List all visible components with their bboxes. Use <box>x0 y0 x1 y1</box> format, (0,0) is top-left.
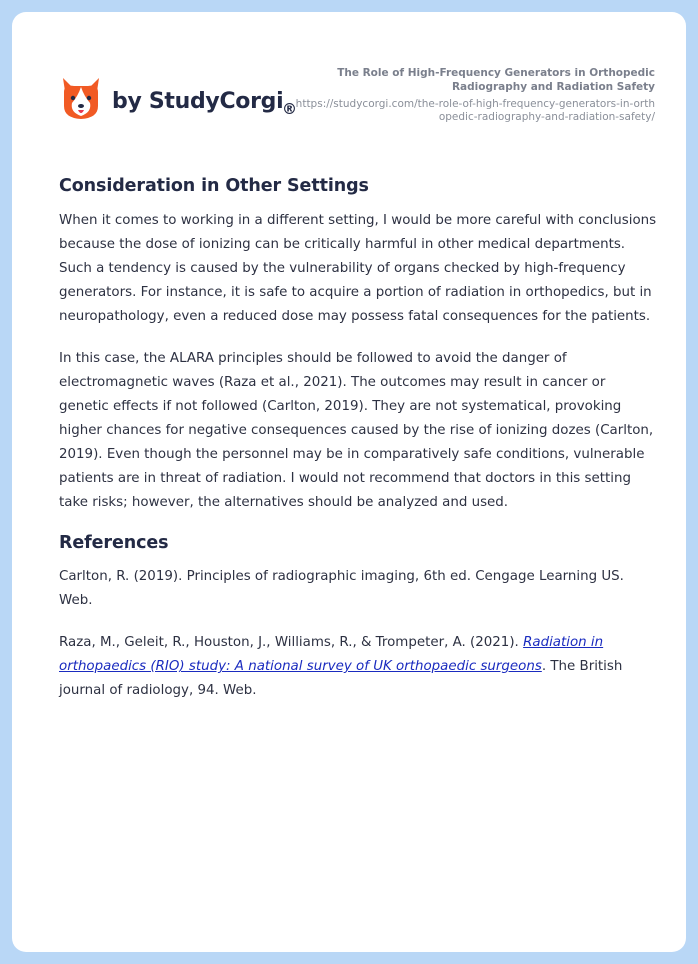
page-header <box>12 12 686 152</box>
reference-item: Carlton, R. (2019). Principles of radiographic imaging, 6th ed. Cengage Learning US. Web. <box>59 569 624 608</box>
corgi-logo-icon <box>60 76 102 122</box>
reference-item <box>59 631 659 703</box>
reference-link[interactable]: Radiation in orthopaedics (RIO) study: A national survey of UK orthopaedic surgeons <box>59 635 604 674</box>
registered-mark: ® <box>282 100 297 118</box>
section-heading: Consideration in Other Settings <box>59 176 369 196</box>
brand-name: by StudyCorgi <box>112 88 284 114</box>
document-meta <box>295 66 655 124</box>
document-url[interactable]: https://studycorgi.com/the-role-of-high-frequency-generators-in-orthopedic-radiography-and-radiation-safety/ <box>295 98 655 123</box>
reference-authors: Raza, M., Geleit, R., Houston, J., Williams, R., & Trompeter, A. (2021). <box>59 635 524 650</box>
main-content <box>59 176 659 721</box>
document-title: The Role of High-Frequency Generators in Orthopedic Radiography and Radiation Safety <box>337 67 655 93</box>
paragraph: In this case, the ALARA principles should be followed to avoid the danger of electromagnetic waves (Raza et al., 2021). The outcomes may result in cancer or genetic effects if not followed (Carlton, 2019). They are not systematical, provoking higher chances for negative consequences caused by the rise of ionizing dozes (Carlton, 2019). Even though the personnel may be in comparatively safe conditions, vulnerable patients are in threat of radiation. I would not recommend that doctors in this setting take risks; however, the alternatives should be analyzed and used. <box>59 351 654 510</box>
paragraph: When it comes to working in a different setting, I would be more careful with conclusions because the dose of ionizing can be critically harmful in other medical departments. Such a tendency is caused by the vulnerability of organs checked by high-frequency generators. For instance, it is safe to acquire a portion of radiation in orthopedics, but in neuropathology, even a reduced dose may possess fatal consequences for the patients. <box>59 213 657 324</box>
references-heading: References <box>59 533 169 553</box>
studycorgi-logo[interactable] <box>60 76 297 122</box>
reference-source: . The British journal of radiology, 94. Web. <box>59 659 623 698</box>
document-page <box>12 12 686 952</box>
